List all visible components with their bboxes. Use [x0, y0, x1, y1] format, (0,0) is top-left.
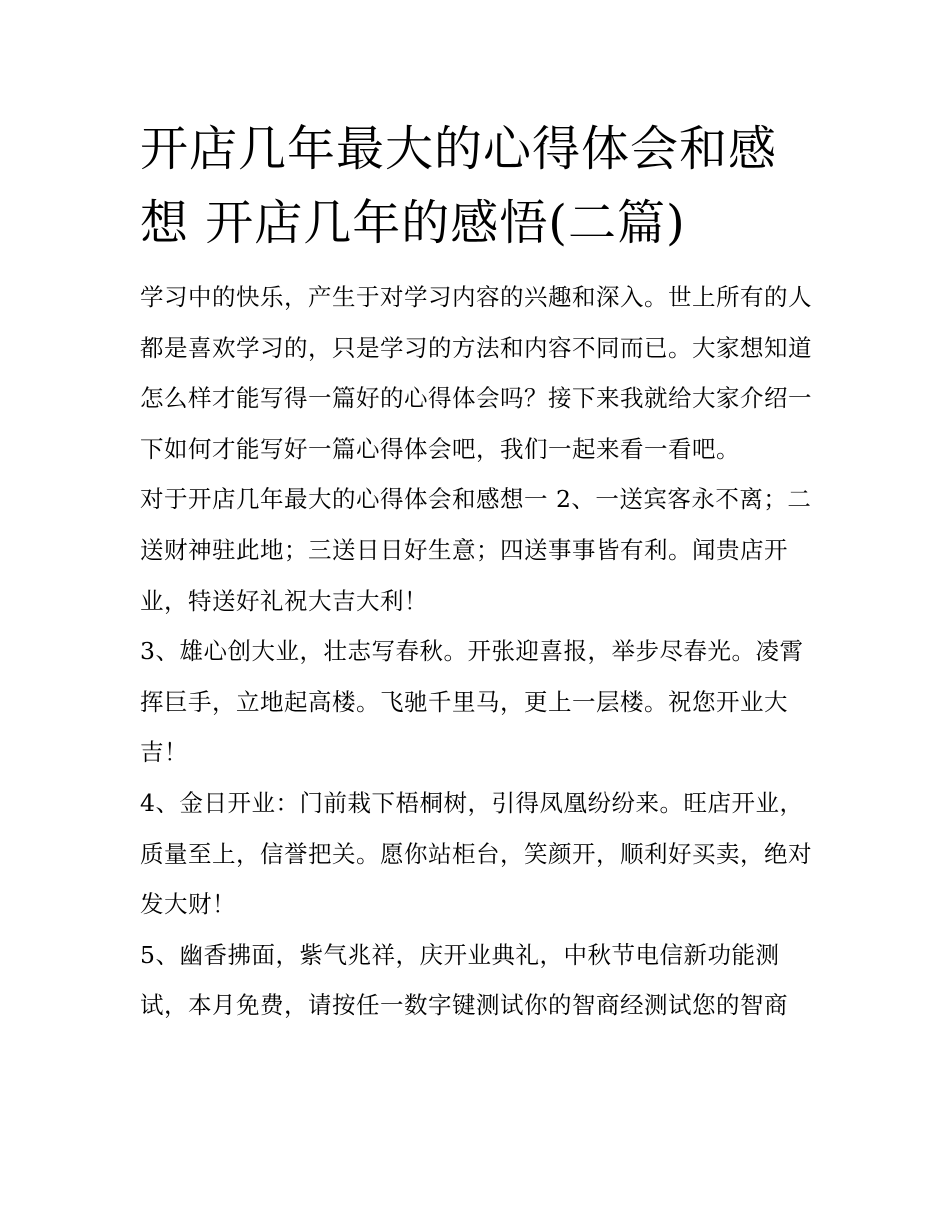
document-body — [140, 272, 820, 1031]
document-content — [140, 112, 820, 1031]
document-title: 开店几年最大的心得体会和感想 开店几年的感悟(二篇) — [140, 121, 778, 251]
paragraph-3: 3、雄心创大业，壮志写春秋。开张迎喜报，举步尽春光。凌霄挥巨手，立地起高楼。飞驰千里马，更上一层楼。祝您开业大吉！ — [140, 637, 804, 767]
paragraph-4: 4、金日开业：门前栽下梧桐树，引得凤凰纷纷来。旺店开业，质量至上，信誉把关。愿你站柜台，笑颜开，顺利好买卖，绝对发大财！ — [140, 788, 812, 919]
paragraph-5: 5、幽香拂面，紫气兆祥，庆开业典礼，中秋节电信新功能测试，本月免费，请按任一数字键测试你的智商经测试您的智商 — [140, 940, 788, 1020]
paragraph-intro: 学习中的快乐，产生于对学习内容的兴趣和深入。世上所有的人都是喜欢学习的，只是学习的方法和内容不同而已。大家想知道怎么样才能写得一篇好的心得体会吗？接下来我就给大家介绍一下如何才能写好一篇心得体会吧，我们一起来看一看吧。 — [140, 283, 812, 463]
paragraph-2: 对于开店几年最大的心得体会和感想一 2、一送宾客永不离；二送财神驻此地；三送日日好生意；四送事事皆有利。闻贵店开业，特送好礼祝大吉大利！ — [140, 485, 812, 615]
